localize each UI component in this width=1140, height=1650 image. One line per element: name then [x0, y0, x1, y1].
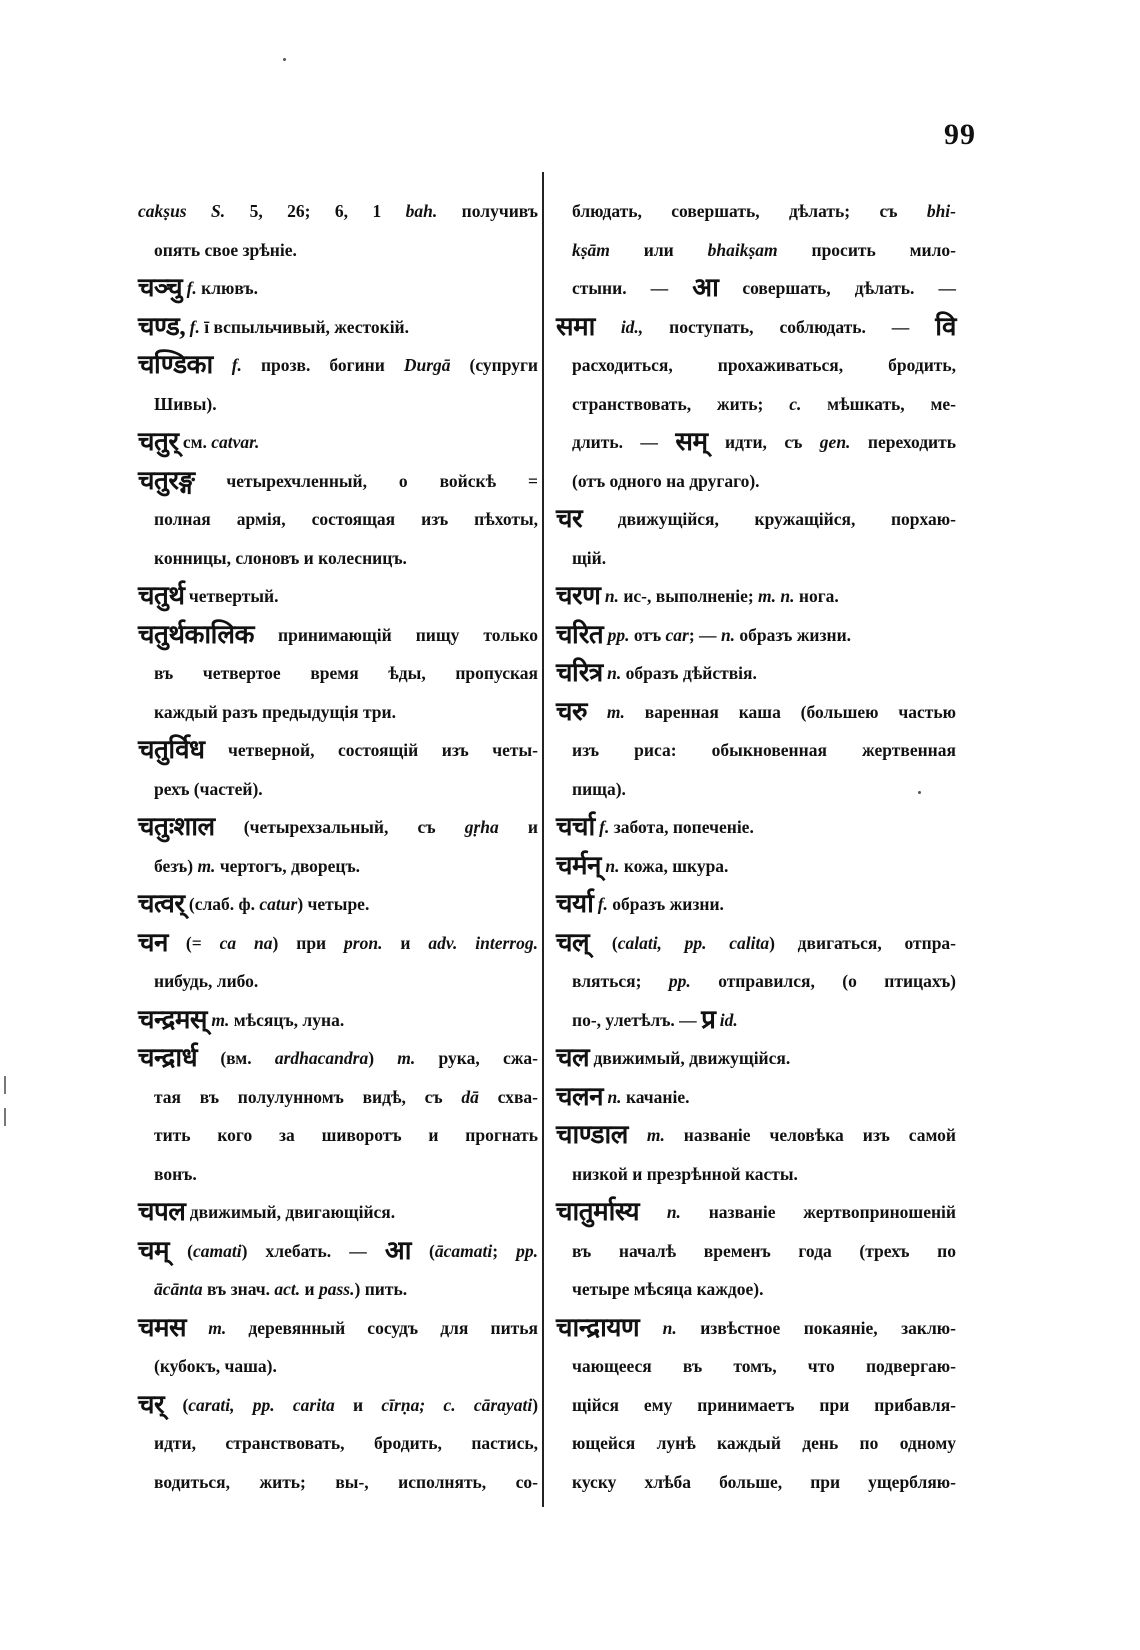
italic-term: f. [594, 817, 610, 837]
sanskrit-headword: चर्चा [556, 812, 595, 841]
definition-text: см. [178, 432, 212, 452]
definition-text: ющейся лунѣ каждый день по одному [572, 1433, 956, 1453]
entry-line [556, 1424, 956, 1463]
entry-line [556, 1232, 956, 1271]
italic-term: bhi- [926, 201, 956, 221]
definition-text: названіе жертвоприношеній [680, 1202, 956, 1222]
definition-text: просить мило- [777, 239, 956, 260]
definition-text: куску хлѣба больше, при ущербляю- [572, 1471, 956, 1492]
definition-text: стыни. — [572, 278, 693, 298]
entry-line [138, 1155, 538, 1194]
sanskrit-headword: वि [935, 311, 956, 341]
entry-line [138, 308, 538, 347]
sanskrit-headword: चर् [138, 1389, 165, 1419]
sanskrit-headword: चर्मन् [556, 850, 601, 880]
definition-text: тить кого за шиворотъ и прогнать [154, 1125, 538, 1145]
italic-term: cīrṇa; c. cārayati [381, 1394, 533, 1415]
italic-term: gen. [819, 432, 851, 452]
entry-line [138, 1270, 538, 1309]
scan-speck [918, 791, 921, 794]
sanskrit-headword: चन्द्रार्ध [138, 1043, 198, 1072]
italic-term: n. [600, 586, 619, 606]
italic-term: pass. [319, 1279, 355, 1299]
definition-text: образъ дѣйствія. [621, 663, 757, 683]
definition-text: щій. [572, 547, 607, 568]
definition-text: и [382, 932, 429, 953]
entry-line [138, 1232, 538, 1271]
italic-term: n. [601, 855, 620, 876]
definition-text: каждый разъ предыдущія три. [154, 701, 396, 722]
entry-line [556, 231, 956, 270]
entry-line [556, 693, 956, 732]
definition-text: поступать, соблюдать. — [643, 316, 936, 337]
entry-line [138, 770, 538, 809]
italic-term: pp. [668, 971, 691, 991]
entry-line [138, 924, 538, 963]
italic-term: act. [274, 1279, 301, 1299]
italic-term: n. [720, 624, 736, 645]
definition-text: Шивы). [154, 393, 217, 414]
definition-text: ; [492, 1240, 517, 1261]
sanskrit-headword: चमस [138, 1312, 187, 1342]
entry-line [138, 1193, 538, 1232]
italic-term: n. [639, 1202, 681, 1222]
sanskrit-headword: समा [556, 311, 595, 341]
right-column [556, 192, 956, 1501]
definition-text: четверной, состоящій изъ четы- [204, 740, 538, 760]
definition-text: качаніе. [621, 1086, 690, 1107]
definition-text: въ четвертое время ѣды, пропуская [154, 663, 538, 683]
italic-term: pp. [603, 624, 630, 645]
sanskrit-headword: चाण्डाल [556, 1120, 628, 1149]
italic-term: carati, pp. carita [188, 1394, 335, 1415]
entry-line [556, 462, 956, 501]
entry-line [556, 1078, 956, 1117]
definition-text: ) пить. [354, 1279, 408, 1299]
entry-line [556, 962, 956, 1001]
definition-text: получивъ [437, 201, 539, 221]
definition-text: низкой и презрѣнной касты. [572, 1163, 798, 1184]
definition-text: по-, улетѣлъ. — [572, 1009, 702, 1030]
definition-text: безъ) [154, 855, 198, 876]
entry-line [138, 1116, 538, 1155]
sanskrit-headword: चल [556, 1043, 590, 1072]
definition-text: конницы, слоновъ и колесницъ. [154, 547, 407, 568]
entry-line [138, 1078, 538, 1117]
definition-text: ) [532, 1394, 539, 1415]
entry-line [138, 192, 538, 231]
italic-term: m. n. [758, 586, 795, 606]
entry-line [556, 1270, 956, 1309]
italic-term: adv. interrog. [428, 932, 538, 953]
entry-line [556, 1039, 956, 1078]
italic-term: f. [182, 278, 197, 298]
definition-text: движущійся, кружащійся, порхаю- [582, 509, 956, 529]
entry-line [556, 577, 956, 616]
entry-line [138, 616, 538, 655]
entry-line [138, 539, 538, 578]
entry-line [138, 385, 538, 424]
definition-text: варенная каша (большею частью [624, 701, 956, 722]
sanskrit-headword: चपल [138, 1197, 186, 1226]
definition-text: щійся ему принимаетъ при прибавля- [572, 1394, 956, 1415]
sanskrit-headword: चातुर्मास्य [556, 1197, 640, 1226]
definition-text: чертогъ, дворецъ. [215, 855, 361, 876]
definition-text: переходить [850, 432, 956, 452]
page-number: 99 [944, 118, 976, 151]
sanskrit-headword: चरु [556, 696, 588, 726]
sanskrit-headword: चल् [556, 927, 590, 957]
entry-line [556, 346, 956, 385]
italic-term: kṣām [572, 239, 610, 260]
italic-term: catur [259, 894, 298, 914]
definition-text: ) хлебать. — [241, 1240, 385, 1261]
definition-text: деревянный сосудъ для питья [226, 1317, 538, 1338]
entry-line [138, 423, 538, 462]
italic-term: id., [594, 316, 644, 337]
definition-text: четыре мѣсяца каждое). [572, 1279, 764, 1299]
italic-term: m. [206, 1009, 230, 1030]
sanskrit-headword: चन्द्रमस् [138, 1004, 207, 1034]
italic-term: f. [185, 316, 200, 337]
entry-line [556, 385, 956, 424]
definition-text: ) четыре. [297, 894, 370, 914]
definition-text: образъ жизни. [735, 624, 852, 645]
entry-line [556, 616, 956, 655]
definition-text: совершать, дѣлать. — [718, 278, 956, 298]
definition-text: отъ [629, 624, 666, 645]
definition-text: ( [410, 1240, 435, 1261]
italic-term: m. [186, 1317, 227, 1338]
definition-text: ( [169, 1240, 193, 1261]
entry-line [138, 231, 538, 270]
definition-text: ( [589, 932, 618, 953]
italic-term: calati, pp. calita [617, 932, 770, 953]
entry-line [556, 308, 956, 347]
entry-line [138, 1424, 538, 1463]
sanskrit-headword: सम् [675, 427, 708, 456]
sanskrit-headword: चञ्चु [138, 273, 183, 302]
definition-text: мѣсяцъ, луна. [229, 1009, 345, 1030]
sanskrit-headword: चतुर्थ [138, 581, 185, 610]
definition-text: схва- [478, 1086, 538, 1107]
entry-line [556, 731, 956, 770]
italic-term: bhaikṣam [707, 239, 778, 260]
definition-text: (кубокъ, чаша). [154, 1356, 277, 1376]
definition-text: въ знач. [202, 1279, 275, 1299]
entry-line [138, 346, 538, 385]
definition-text: (= [167, 932, 220, 953]
definition-text: нибудь, либо. [154, 971, 259, 991]
definition-text: ; — [688, 624, 721, 645]
entry-line [138, 962, 538, 1001]
entry-line [556, 808, 956, 847]
definition-text: прозв. богини [241, 355, 404, 375]
scan-edge-mark [4, 1108, 6, 1126]
definition-text: рука, сжа- [415, 1048, 538, 1068]
definition-text: образъ жизни. [607, 894, 724, 914]
definition-text: и [498, 817, 538, 837]
italic-term: pron. [344, 932, 383, 953]
sanskrit-headword: चतुरङ्ग [138, 465, 195, 495]
sanskrit-headword: चतुःशाल [138, 812, 215, 841]
sanskrit-headword: चान्द्रायण [556, 1312, 640, 1342]
sanskrit-headword: चरण [556, 581, 601, 610]
definition-text: блюдать, совершать, дѣлать; съ [572, 201, 927, 221]
sanskrit-headword: चर [556, 504, 583, 533]
definition-text: принимающій пищу только [253, 624, 538, 645]
definition-text: движимый, движущійся. [589, 1048, 791, 1068]
italic-term: ardhacandra [274, 1048, 369, 1068]
sanskrit-headword: चर्या [556, 889, 594, 918]
entry-line [138, 1001, 538, 1040]
sanskrit-headword: चन [138, 927, 168, 957]
definition-text: забота, попеченіе. [609, 817, 754, 837]
definition-text: опять свое зрѣніе. [154, 239, 297, 260]
entry-line [138, 462, 538, 501]
italic-term: m. [587, 701, 625, 722]
definition-text: вляться; [572, 971, 669, 991]
entry-line [556, 770, 956, 809]
sanskrit-headword: चण्डिका [138, 350, 213, 379]
entry-line [138, 654, 538, 693]
entry-line [556, 924, 956, 963]
definition-text: клювъ. [196, 278, 259, 298]
italic-term: ca na [219, 932, 273, 953]
definition-text: мѣшкать, ме- [801, 393, 956, 414]
definition-text: или [609, 239, 708, 260]
definition-text: расходиться, прохаживаться, бродить, [572, 355, 956, 375]
entry-line [556, 885, 956, 924]
italic-term: m. [197, 855, 216, 876]
entry-line [556, 1463, 956, 1502]
entry-line [556, 1347, 956, 1386]
definition-text: идти, съ [707, 432, 820, 452]
entry-line [138, 577, 538, 616]
entry-line [138, 1463, 538, 1502]
italic-term: m. [627, 1125, 665, 1145]
column-divider [542, 172, 544, 1507]
italic-term: pp. [516, 1240, 539, 1261]
definition-text: вонъ. [154, 1163, 197, 1184]
definition-text: четвертый. [184, 586, 279, 606]
entry-line [138, 1039, 538, 1078]
entry-line [556, 1309, 956, 1348]
entry-line [556, 192, 956, 231]
italic-term: cakṣus S. [138, 201, 226, 221]
entry-line [556, 269, 956, 308]
italic-term: n. [603, 1086, 622, 1107]
entry-line [138, 1347, 538, 1386]
scan-speck [283, 58, 286, 61]
sanskrit-headword: चतुर् [138, 427, 179, 456]
entry-line [556, 1193, 956, 1232]
definition-text: ис-, выполненіе; [618, 586, 759, 606]
sanskrit-headword: चरित [556, 619, 604, 649]
definition-text: странствовать, жить; [572, 393, 790, 414]
definition-text: пища). [572, 778, 626, 799]
entry-line [556, 1001, 956, 1040]
entry-line [556, 1116, 956, 1155]
definition-text: движимый, двигающійся. [185, 1202, 396, 1222]
italic-term: gṛha [464, 817, 499, 837]
entry-line [556, 539, 956, 578]
italic-term: dā [461, 1086, 479, 1107]
sanskrit-headword: चम् [138, 1235, 170, 1265]
definition-text: ī вспыльчивый, жестокій. [199, 316, 410, 337]
definition-text: ) [368, 1048, 398, 1068]
definition-text: длить. — [572, 432, 676, 452]
definition-text: (вм. [197, 1048, 275, 1068]
sanskrit-headword: चरित्र [556, 658, 603, 687]
sanskrit-headword: चत्वर् [138, 889, 185, 918]
definition-text: 5, 26; 6, 1 [225, 201, 406, 221]
definition-text: изъ риса: обыкновенная жертвенная [572, 740, 956, 760]
italic-term: Durgā [403, 355, 451, 375]
entry-line [556, 423, 956, 462]
italic-term: c. [789, 393, 802, 414]
definition-text: (слаб. ф. [184, 894, 260, 914]
left-column [138, 192, 538, 1501]
entry-line [138, 1386, 538, 1425]
entry-line [138, 847, 538, 886]
entry-line [556, 847, 956, 886]
definition-text: рехъ (частей). [154, 778, 263, 799]
definition-text: чающееся въ томъ, что подвергаю- [572, 1356, 956, 1376]
sanskrit-headword: आ [384, 1235, 411, 1265]
entry-line [556, 500, 956, 539]
definition-text: полная армія, состоящая изъ пѣхоты, [154, 509, 538, 529]
definition-text: водиться, жить; вы-, исполнять, со- [154, 1471, 538, 1492]
sanskrit-headword: चलन [556, 1081, 604, 1111]
definition-text: отправился, (о птицахъ) [690, 971, 957, 991]
entry-line [556, 1155, 956, 1194]
entry-line [556, 1386, 956, 1425]
sanskrit-headword: चतुर्थकालिक [138, 619, 254, 649]
italic-term: car [665, 624, 689, 645]
scan-edge-mark [4, 1076, 6, 1094]
definition-text: кожа, шкура. [619, 855, 729, 876]
italic-term: f. [593, 894, 608, 914]
italic-term: camati [193, 1240, 242, 1261]
italic-term: ācānta [154, 1279, 203, 1299]
definition-text: нога. [794, 586, 839, 606]
italic-term: f. [212, 355, 242, 375]
definition-text: извѣстное покаяніе, заклю- [676, 1317, 956, 1338]
entry-line [138, 693, 538, 732]
italic-term: bah. [405, 201, 438, 221]
italic-term: id. [715, 1009, 738, 1030]
definition-text: и [334, 1394, 382, 1415]
italic-term: ācamati [434, 1240, 493, 1261]
definition-text: ( [164, 1394, 189, 1415]
sanskrit-headword: प्र [701, 1004, 716, 1034]
entry-line [138, 808, 538, 847]
entry-line [138, 1309, 538, 1348]
definition-text: (супруги [450, 355, 539, 375]
italic-term: n. [602, 663, 622, 683]
sanskrit-headword: चण्ड, [138, 311, 186, 341]
definition-text: ) при [272, 932, 345, 953]
definition-text: тая въ полулунномъ видѣ, съ [154, 1086, 462, 1107]
entry-line [138, 885, 538, 924]
italic-term: catvar. [211, 432, 260, 452]
definition-text: идти, странствовать, бродить, пастись, [154, 1433, 538, 1453]
entry-line [556, 654, 956, 693]
italic-term: m. [397, 1048, 416, 1068]
italic-term: n. [639, 1317, 677, 1338]
entry-line [138, 269, 538, 308]
definition-text: и [300, 1279, 319, 1299]
definition-text: названіе человѣка изъ самой [664, 1125, 956, 1145]
definition-text: четырехчленный, о войскѣ = [194, 470, 538, 491]
entry-line [138, 500, 538, 539]
definition-text: въ началѣ временъ года (трехъ по [572, 1240, 956, 1261]
sanskrit-headword: चतुर्विध [138, 735, 205, 764]
definition-text: (четырехзальный, съ [214, 817, 465, 837]
entry-line [138, 731, 538, 770]
sanskrit-headword: आ [692, 273, 719, 302]
definition-text: (отъ одного на другаго). [572, 470, 760, 491]
definition-text: ) двигаться, отпра- [769, 932, 957, 953]
